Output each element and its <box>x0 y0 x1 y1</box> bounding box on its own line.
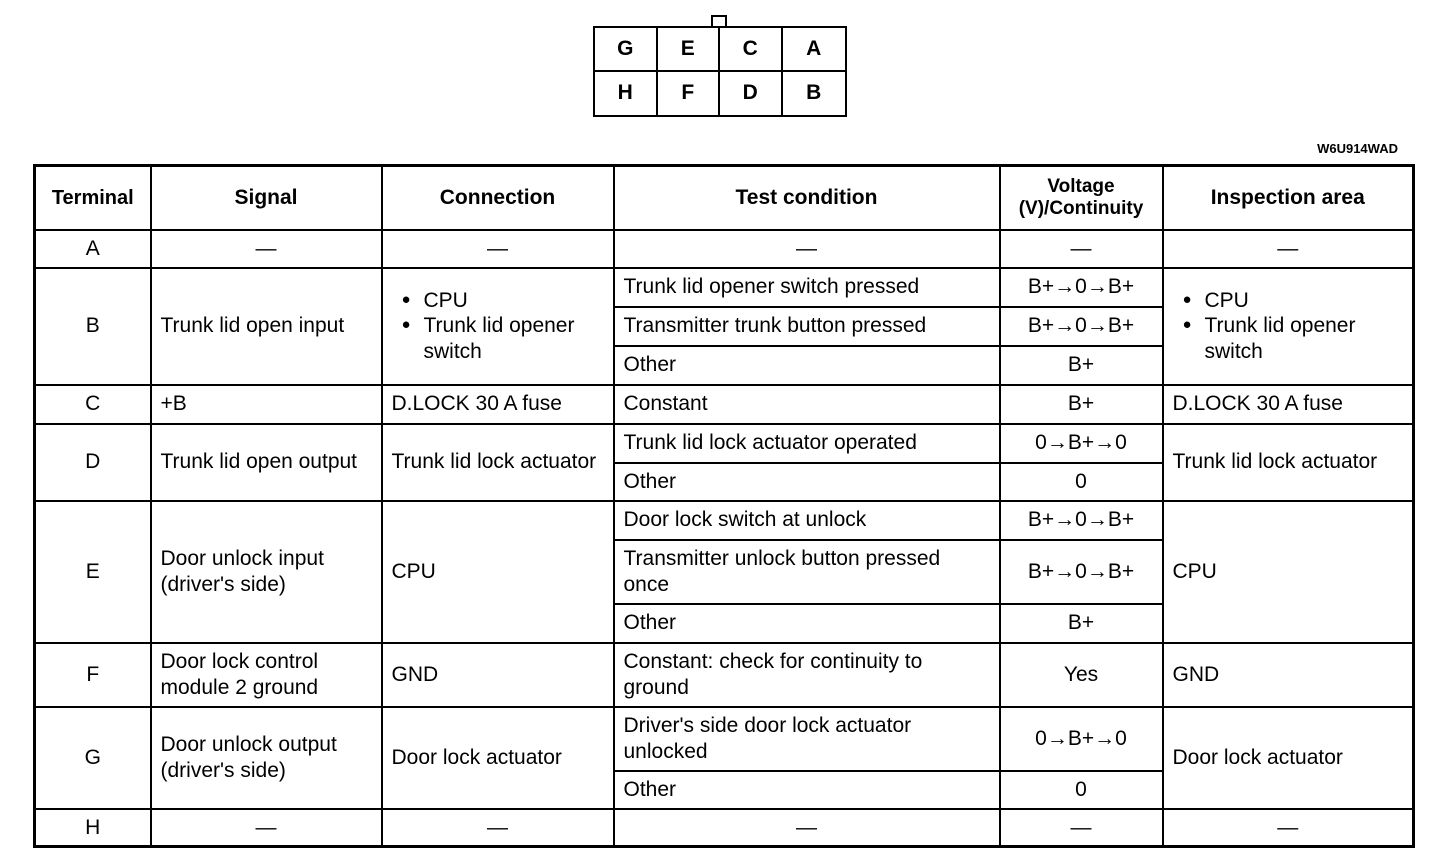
connector-pin-d: D <box>720 72 783 116</box>
connector-pin-f: F <box>658 72 721 116</box>
connector-pin-h: H <box>595 72 658 116</box>
connector-pin-a: A <box>783 28 846 72</box>
connector-pin-g: G <box>595 28 658 72</box>
inspection-cell <box>1163 268 1414 385</box>
connector-pin-e: E <box>658 28 721 72</box>
terminal-cell: E <box>35 501 151 643</box>
inspection-cell: Trunk lid lock actuator <box>1163 424 1414 501</box>
connection-cell <box>382 268 614 385</box>
connection-cell: — <box>382 809 614 847</box>
test-condition-cell: Transmitter trunk button pressed <box>614 307 1000 346</box>
voltage-cell: 0 <box>1000 463 1163 501</box>
voltage-cell: B+ <box>1000 385 1163 424</box>
voltage-cell: B+→0→B+ <box>1000 307 1163 346</box>
voltage-cell: — <box>1000 809 1163 847</box>
terminal-cell: G <box>35 707 151 809</box>
test-condition-cell: Other <box>614 463 1000 501</box>
figure-code: W6U914WAD <box>1317 141 1398 156</box>
signal-cell: Door lock control module 2 ground <box>151 643 382 707</box>
test-condition-cell: Constant <box>614 385 1000 424</box>
test-condition-cell: Other <box>614 771 1000 809</box>
test-condition-cell: — <box>614 230 1000 268</box>
header-test-condition: Test condition <box>614 166 1000 230</box>
terminal-cell: C <box>35 385 151 424</box>
table-row <box>35 643 1414 707</box>
signal-cell: Door unlock output (driver's side) <box>151 707 382 809</box>
connector-latch <box>711 15 727 26</box>
test-condition-cell: Door lock switch at unlock <box>614 501 1000 540</box>
inspection-cell: — <box>1163 809 1414 847</box>
test-condition-cell: Trunk lid lock actuator operated <box>614 424 1000 463</box>
table-row <box>35 424 1414 463</box>
connection-item: ● Trunk lid opener switch <box>402 313 604 363</box>
inspection-cell: — <box>1163 230 1414 268</box>
voltage-cell: 0→B+→0 <box>1000 707 1163 771</box>
header-voltage-line2: (V)/Continuity <box>1018 197 1144 219</box>
connection-cell: Door lock actuator <box>382 707 614 809</box>
signal-cell: Trunk lid open output <box>151 424 382 501</box>
voltage-cell: B+→0→B+ <box>1000 268 1163 307</box>
connector-pin-c: C <box>720 28 783 72</box>
test-condition-cell: — <box>614 809 1000 847</box>
header-voltage-line1: Voltage <box>1047 175 1115 197</box>
connection-cell: D.LOCK 30 A fuse <box>382 385 614 424</box>
table-row <box>35 230 1414 268</box>
connection-cell: Trunk lid lock actuator <box>382 424 614 501</box>
inspection-cell: D.LOCK 30 A fuse <box>1163 385 1414 424</box>
header-terminal: Terminal <box>35 166 151 230</box>
connector-pin-b: B <box>806 81 822 105</box>
table-row <box>35 268 1414 307</box>
header-signal: Signal <box>151 166 382 230</box>
voltage-cell: 0 <box>1000 771 1163 809</box>
terminal-spec-table <box>33 164 1415 848</box>
terminal-cell: F <box>35 643 151 707</box>
terminal-cell: D <box>35 424 151 501</box>
signal-cell: Trunk lid open input <box>151 268 382 385</box>
table-row <box>35 501 1414 540</box>
voltage-cell: B+ <box>1000 604 1163 643</box>
signal-cell: — <box>151 230 382 268</box>
inspection-cell: Door lock actuator <box>1163 707 1414 809</box>
terminal-cell: B <box>35 268 151 385</box>
voltage-cell: B+ <box>1000 346 1163 385</box>
table-header-row <box>35 166 1414 230</box>
terminal-cell: H <box>35 809 151 847</box>
voltage-cell: B+→0→B+ <box>1000 501 1163 540</box>
connection-cell: GND <box>382 643 614 707</box>
inspection-item: ● Trunk lid opener switch <box>1183 313 1404 363</box>
header-voltage <box>1000 166 1163 230</box>
voltage-cell: — <box>1000 230 1163 268</box>
inspection-cell: GND <box>1163 643 1414 707</box>
voltage-cell: B+→0→B+ <box>1000 540 1163 604</box>
test-condition-cell: Constant: check for continuity to ground <box>614 643 1000 707</box>
test-condition-cell: Driver's side door lock actuator unlocked <box>614 707 1000 771</box>
signal-cell: — <box>151 809 382 847</box>
header-connection: Connection <box>382 166 614 230</box>
voltage-cell: 0→B+→0 <box>1000 424 1163 463</box>
signal-cell: +B <box>151 385 382 424</box>
connector-diagram <box>593 26 847 117</box>
table-row <box>35 385 1414 424</box>
inspection-item: ● CPU <box>1183 288 1404 313</box>
inspection-cell: CPU <box>1163 501 1414 643</box>
connection-cell: — <box>382 230 614 268</box>
connection-cell: CPU <box>382 501 614 643</box>
test-condition-cell: Trunk lid opener switch pressed <box>614 268 1000 307</box>
test-condition-cell: Other <box>614 604 1000 643</box>
voltage-cell: Yes <box>1000 643 1163 707</box>
connection-item: ● CPU <box>402 288 604 313</box>
test-condition-cell: Other <box>614 346 1000 385</box>
header-inspection-area: Inspection area <box>1163 166 1414 230</box>
test-condition-cell: Transmitter unlock button pressed once <box>614 540 1000 604</box>
terminal-cell: A <box>35 230 151 268</box>
signal-cell: Door unlock input (driver's side) <box>151 501 382 643</box>
table-row <box>35 707 1414 771</box>
table-row <box>35 809 1414 847</box>
